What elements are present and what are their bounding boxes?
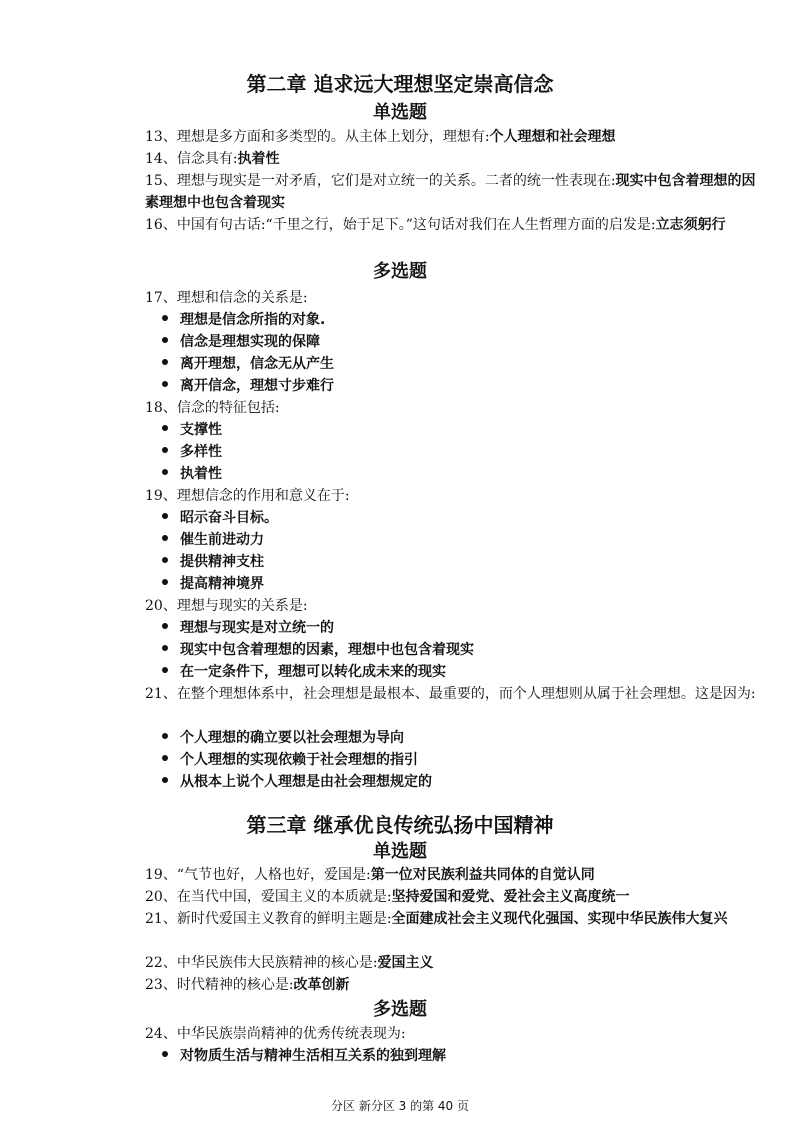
- option-text: 离开信念，理想寸步难行: [180, 378, 334, 394]
- bullet-icon: [162, 645, 168, 651]
- answer-option: [162, 771, 752, 793]
- bullet-icon: [162, 359, 168, 365]
- answer-option: [162, 727, 752, 749]
- question-text: 中国有句古话:“千里之行，始于足下。”这句话对我们在人生哲理方面的启发是:: [176, 217, 656, 233]
- ch3-question-24: [145, 1023, 760, 1045]
- ch3-question-22: [145, 952, 760, 974]
- bullet-icon: [162, 447, 168, 453]
- ch3-question-23: [145, 974, 760, 996]
- option-text: 个人理想的确立要以社会理想为导向: [180, 730, 404, 746]
- bullet-icon: [162, 315, 168, 321]
- ch3-question-19: [145, 864, 760, 886]
- answer-option: [162, 749, 752, 771]
- option-text: 提供精神支柱: [180, 554, 264, 570]
- question-number: 23、: [145, 977, 177, 993]
- question-number: 17、: [145, 290, 177, 306]
- question-15: [145, 170, 757, 214]
- question-17: [145, 287, 760, 309]
- bullet-icon: [162, 557, 168, 563]
- option-text: 现实中包含着理想的因素，理想中也包含着现实: [180, 642, 474, 658]
- question-number: 22、: [145, 955, 177, 971]
- answer-option: [162, 617, 752, 639]
- question-text: 新时代爱国主义教育的鲜明主题是:: [176, 911, 392, 927]
- ch3-question-20: [145, 886, 760, 908]
- question-number: 16、: [145, 217, 177, 233]
- option-text: 理想是信念所指的对象.: [180, 312, 326, 328]
- chapter-2-multi-choice-heading: 多选题: [373, 261, 427, 282]
- bullet-icon: [162, 469, 168, 475]
- question-number: 24、: [145, 1026, 177, 1042]
- question-answer: 第一位对民族利益共同体的自觉认同: [370, 867, 595, 883]
- question-answer: 个人理想和社会理想: [489, 129, 616, 145]
- bullet-icon: [162, 777, 168, 783]
- question-20: [145, 595, 760, 617]
- question-answer: 执着性: [237, 151, 280, 167]
- answer-option: [162, 573, 752, 595]
- bullet-icon: [162, 755, 168, 761]
- question-text: 时代精神的核心是:: [176, 977, 294, 993]
- question-18: [145, 397, 760, 419]
- question-text: 信念具有:: [176, 151, 238, 167]
- chapter-3-multi-choice-heading: 多选题: [373, 999, 427, 1020]
- option-text: 在一定条件下，理想可以转化成未来的现实: [180, 664, 446, 680]
- bullet-icon: [162, 513, 168, 519]
- question-number: 15、: [145, 173, 177, 189]
- chapter-2-single-choice-heading: 单选题: [373, 102, 427, 123]
- answer-option: [162, 463, 752, 485]
- answer-option: [162, 529, 752, 551]
- question-text: 中华民族伟大民族精神的核心是:: [176, 955, 378, 971]
- option-text: 执着性: [180, 466, 222, 482]
- option-text: 昭示奋斗目标。: [180, 510, 278, 526]
- option-text: 催生前进动力: [180, 532, 264, 548]
- question-number: 18、: [145, 400, 177, 416]
- answer-option: [162, 507, 752, 529]
- page-footer: 分区 新分区 3 的第 40 页: [331, 1099, 469, 1113]
- question-13: [145, 126, 760, 148]
- chapter-3-single-choice-heading: 单选题: [373, 841, 427, 862]
- option-text: 支撑性: [180, 422, 222, 438]
- bullet-icon: [162, 337, 168, 343]
- question-answer: 现实中包含着理想的因素理想中也包含着现实: [145, 173, 756, 211]
- question-number: 19、: [145, 488, 177, 504]
- question-number: 13、: [145, 129, 177, 145]
- question-19: [145, 485, 760, 507]
- question-answer: 全面建成社会主义现代化强国、实现中华民族伟大复兴: [391, 911, 728, 927]
- ch3-question-21: [145, 908, 757, 930]
- chapter-2-title: 第二章 追求远大理想坚定崇高信念: [246, 72, 554, 96]
- bullet-icon: [162, 535, 168, 541]
- bullet-icon: [162, 579, 168, 585]
- question-number: 14、: [145, 151, 177, 167]
- option-text: 信念是理想实现的保障: [180, 334, 320, 350]
- option-text: 提高精神境界: [180, 576, 264, 592]
- chapter-3-title: 第三章 继承优良传统弘扬中国精神: [246, 813, 554, 837]
- question-answer: 改革创新: [293, 977, 350, 993]
- bullet-icon: [162, 733, 168, 739]
- answer-option: [162, 639, 752, 661]
- answer-option: [162, 441, 752, 463]
- question-text: 理想信念的作用和意义在于:: [176, 488, 350, 504]
- bullet-icon: [162, 425, 168, 431]
- answer-option: [162, 309, 752, 331]
- question-text: “气节也好，人格也好，爱国是:: [176, 867, 371, 883]
- question-text: 在整个理想体系中，社会理想是最根本、最重要的，而个人理想则从属于社会理想。这是因为:: [176, 686, 756, 702]
- option-text: 多样性: [180, 444, 222, 460]
- question-text: 理想与现实的关系是:: [176, 598, 308, 614]
- answer-option: [162, 331, 752, 353]
- answer-option: [162, 1045, 752, 1067]
- question-text: 理想与现实是一对矛盾，它们是对立统一的关系。二者的统一性表现在:: [176, 173, 616, 189]
- question-answer: 坚持爱国和爱党、爱社会主义高度统一: [391, 889, 630, 905]
- question-number: 21、: [145, 911, 177, 927]
- question-number: 21、: [145, 686, 177, 702]
- question-number: 20、: [145, 889, 177, 905]
- question-number: 19、: [145, 867, 177, 883]
- question-text: 信念的特征包括:: [176, 400, 280, 416]
- question-text: 理想是多方面和多类型的。从主体上划分，理想有:: [176, 129, 490, 145]
- bullet-icon: [162, 667, 168, 673]
- question-21: [145, 683, 757, 705]
- bullet-icon: [162, 1051, 168, 1057]
- option-text: 个人理想的实现依赖于社会理想的指引: [180, 752, 418, 768]
- question-14: [145, 148, 760, 170]
- question-answer: 爱国主义: [377, 955, 434, 971]
- answer-option: [162, 419, 752, 441]
- question-number: 20、: [145, 598, 177, 614]
- question-answer: 立志须躬行: [655, 217, 726, 233]
- question-text: 中华民族崇尚精神的优秀传统表现为:: [176, 1026, 406, 1042]
- question-16: [145, 214, 757, 236]
- option-text: 离开理想，信念无从产生: [180, 356, 334, 372]
- question-text: 在当代中国，爱国主义的本质就是:: [176, 889, 392, 905]
- option-text: 理想与现实是对立统一的: [180, 620, 334, 636]
- option-text: 对物质生活与精神生活相互关系的独到理解: [180, 1048, 446, 1064]
- option-text: 从根本上说个人理想是由社会理想规定的: [180, 774, 432, 790]
- answer-option: [162, 661, 752, 683]
- answer-option: [162, 353, 752, 375]
- bullet-icon: [162, 623, 168, 629]
- question-text: 理想和信念的关系是:: [176, 290, 308, 306]
- answer-option: [162, 551, 752, 573]
- answer-option: [162, 375, 752, 397]
- bullet-icon: [162, 381, 168, 387]
